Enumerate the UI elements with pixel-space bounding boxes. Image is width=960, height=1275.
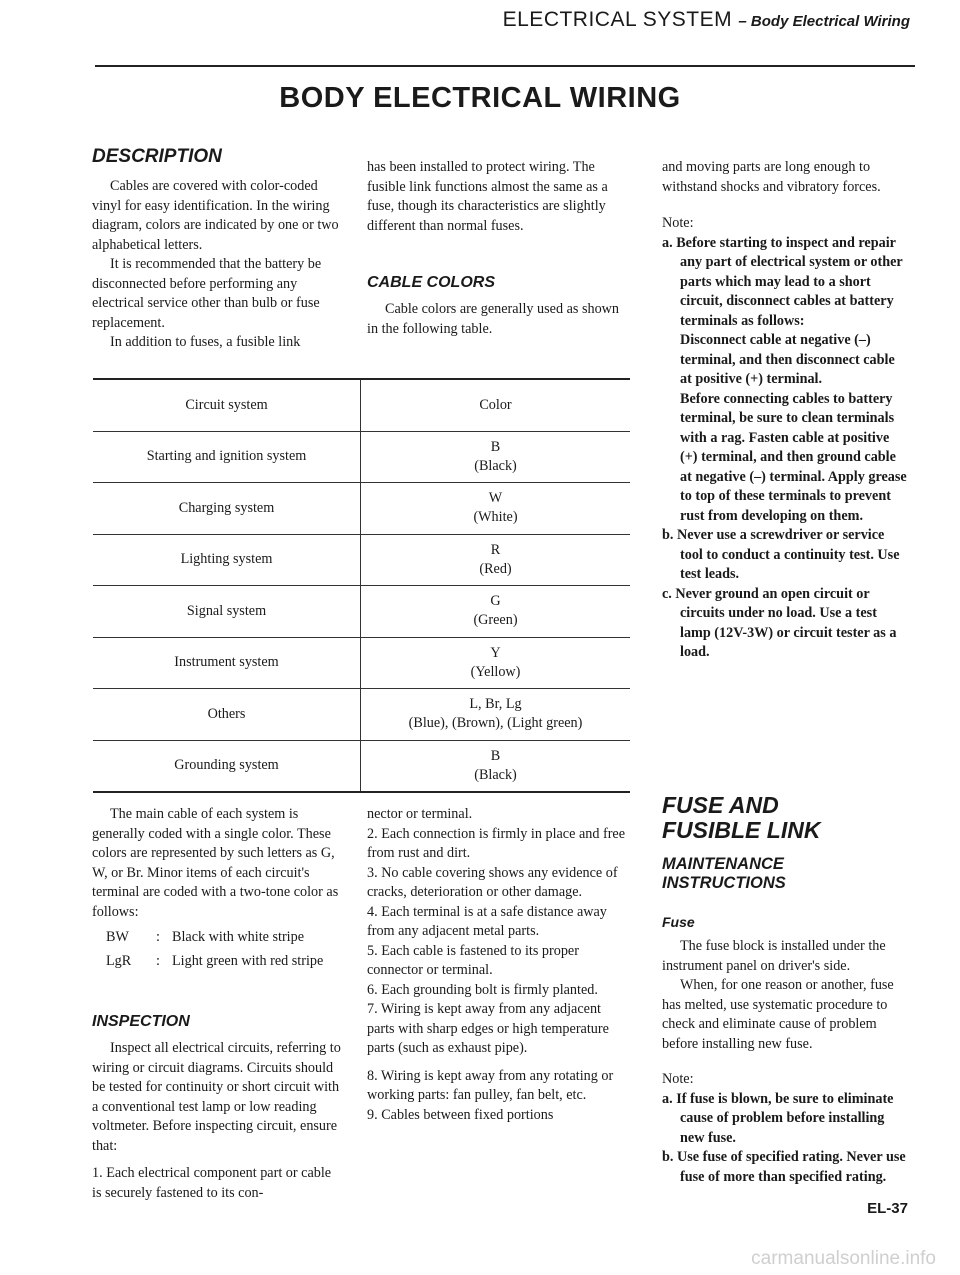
header-color: Color bbox=[479, 396, 512, 413]
description-column bbox=[92, 146, 345, 353]
row-color-name: (Blue), (Brown), (Light green) bbox=[408, 715, 583, 732]
row-code: W bbox=[488, 490, 503, 507]
color-code-row bbox=[92, 928, 344, 948]
inspection-item: 6. Each grounding bolt is firmly planted. bbox=[367, 981, 598, 998]
table-row bbox=[93, 585, 630, 637]
row-system: Signal system bbox=[93, 586, 361, 637]
note-label: Note: bbox=[662, 215, 694, 231]
color-code-sep: : bbox=[156, 929, 160, 945]
row-system: Grounding system bbox=[93, 741, 361, 792]
table-row bbox=[93, 637, 630, 689]
header-subsection: – Body Electrical Wiring bbox=[738, 13, 910, 30]
color-code-desc: Light green with red stripe bbox=[172, 952, 324, 969]
row-color-name: (Red) bbox=[479, 560, 512, 577]
row-system: Lighting system bbox=[93, 535, 361, 586]
row-system: Starting and ignition system bbox=[93, 432, 361, 483]
cable-colors-heading: CABLE COLORS bbox=[367, 274, 495, 291]
inspection-column-2 bbox=[367, 805, 629, 1125]
main-cable-column bbox=[92, 805, 344, 1203]
fuse-heading-line-1: FUSE AND bbox=[662, 792, 779, 818]
description-p4: has been installed to protect wiring. The fusible link functions almost the same as a fuse, though its characteristics are slightly different than normal fuses. bbox=[367, 159, 608, 234]
color-code: LgR bbox=[106, 952, 132, 969]
table-row bbox=[93, 482, 630, 534]
color-code-sep: : bbox=[156, 952, 160, 969]
description-p1: Cables are covered with color-coded vinyl for easy identification. In the wiring diagram, colors are indicated by one or two alphabetical letters. bbox=[92, 178, 339, 253]
table-row bbox=[93, 431, 630, 483]
fuse-subheading: Fuse bbox=[662, 914, 695, 930]
cable-color-table bbox=[93, 378, 630, 793]
description-p3: In addition to fuses, a fusible link bbox=[110, 334, 301, 350]
inspection-item: 4. Each terminal is at a safe distance away from any adjacent metal parts. bbox=[367, 903, 607, 939]
fuse-p2: When, for one reason or another, fuse has melted, use systematic procedure to check and eliminate cause of problem before installing new fuse. bbox=[662, 977, 894, 1052]
row-system: Others bbox=[93, 689, 361, 740]
fuse-heading-line-2: FUSIBLE LINK bbox=[662, 817, 821, 843]
inspection-item: 8. Wiring is kept away from any rotating or working parts: fan pulley, fan belt, etc. bbox=[367, 1067, 614, 1103]
color-code-row bbox=[92, 952, 344, 972]
note-list bbox=[662, 234, 910, 663]
description-p2: It is recommended that the battery be disconnected before performing any electrical service other than bulb or fuse replacement. bbox=[92, 256, 322, 331]
table-row bbox=[93, 740, 630, 792]
row-color-name: (Black) bbox=[474, 766, 517, 783]
main-cable-text: The main cable of each system is generally coded with a single color. These colors are represented by such letters as G, W, or Br. Minor items of each circuit's terminal are coded with a two-tone color as follows: bbox=[92, 806, 339, 920]
description-column-2 bbox=[367, 158, 629, 339]
watermark: carmanualsonline.info bbox=[751, 1248, 936, 1269]
inspection-item: 3. No cable covering shows any evidence of cracks, deterioration or other damage. bbox=[367, 864, 618, 900]
row-system: Instrument system bbox=[93, 638, 361, 689]
row-code: L, Br, Lg bbox=[469, 696, 522, 713]
note-a-cont-1: Disconnect cable at negative (–) terminal, and then disconnect cable at positive (+) terminal. bbox=[680, 332, 895, 387]
fuse-p1: The fuse block is installed under the instrument panel on driver's side. bbox=[662, 938, 886, 974]
row-code: R bbox=[490, 541, 501, 558]
row-color-name: (White) bbox=[473, 509, 518, 526]
header-circuit-system: Circuit system bbox=[93, 380, 361, 431]
row-code: B bbox=[490, 747, 501, 764]
fuse-note-b: b. Use fuse of specified rating. Never use fuse of more than specified rating. bbox=[662, 1149, 906, 1185]
cable-colors-intro: Cable colors are generally used as shown in the following table. bbox=[367, 301, 620, 337]
inspection-item: 7. Wiring is kept away from any adjacent parts with sharp edges or high temperature parts (such as exhaust pipe). bbox=[367, 1001, 609, 1056]
row-color-name: (Yellow) bbox=[470, 663, 521, 680]
page-title: BODY ELECTRICAL WIRING bbox=[279, 82, 681, 114]
row-code: B bbox=[490, 438, 501, 455]
table-row bbox=[93, 688, 630, 740]
table-header-row bbox=[93, 380, 630, 431]
maintenance-heading-line-2: INSTRUCTIONS bbox=[662, 874, 786, 892]
table-row bbox=[93, 534, 630, 586]
row-color-name: (Green) bbox=[473, 612, 518, 629]
color-code-desc: Black with white stripe bbox=[172, 929, 304, 945]
fuse-note-list bbox=[662, 1090, 910, 1188]
description-heading: DESCRIPTION bbox=[92, 146, 222, 167]
inspection-item-1-cont: nector or terminal. bbox=[367, 806, 473, 822]
row-code: G bbox=[490, 593, 501, 610]
header-rule bbox=[95, 65, 915, 67]
fuse-note-a: a. If fuse is blown, be sure to eliminate cause of problem before installing new fuse. bbox=[662, 1090, 894, 1146]
inspection-item: 5. Each cable is fastened to its proper connector or terminal. bbox=[367, 942, 579, 978]
row-color-name: (Black) bbox=[474, 457, 517, 474]
page-number: EL-37 bbox=[867, 1200, 908, 1217]
row-system: Charging system bbox=[93, 483, 361, 534]
note-a-cont-2: Before connecting cables to battery terminal, be sure to clean terminals with a rag. Fasten cable at positive (+) terminal, and then ground cable at negative (–) terminal. Apply grease to top of these terminals to prevent rust from developing on them. bbox=[680, 390, 907, 524]
inspection-intro: Inspect all electrical circuits, referring to wiring or circuit diagrams. Circuits should be tested for continuity or short circuit with a conventional test lamp or low reading voltmeter. Before inspecting circuit, ensure that: bbox=[92, 1040, 341, 1154]
inspection-heading: INSPECTION bbox=[92, 1013, 190, 1030]
fuse-note-label: Note: bbox=[662, 1071, 694, 1087]
note-b: b. Never use a screwdriver or service tool to conduct a continuity test. Use test leads. bbox=[662, 527, 900, 582]
header-section: ELECTRICAL SYSTEM bbox=[502, 8, 733, 31]
note-c: c. Never ground an open circuit or circuits under no load. Use a test lamp (12V-3W) or circuit tester as a load. bbox=[662, 585, 897, 660]
inspection-item: 9. Cables between fixed portions bbox=[367, 1106, 554, 1123]
notes-column bbox=[662, 158, 910, 663]
inspection-item-1: 1. Each electrical component part or cable is securely fastened to its con- bbox=[92, 1165, 332, 1201]
note-a: a. Before starting to inspect and repair any part of electrical system or other parts which may lead to a short circuit, disconnect cables at battery terminals as follows: bbox=[662, 234, 903, 329]
inspection-item-9-cont: and moving parts are long enough to withstand shocks and vibratory forces. bbox=[662, 159, 881, 195]
running-header bbox=[503, 8, 910, 32]
fuse-column bbox=[662, 793, 910, 1187]
inspection-item: 2. Each connection is firmly in place and free from rust and dirt. bbox=[367, 825, 626, 861]
row-code: Y bbox=[490, 644, 501, 661]
color-code: BW bbox=[106, 929, 129, 945]
maintenance-heading-line-1: MAINTENANCE bbox=[662, 855, 784, 873]
